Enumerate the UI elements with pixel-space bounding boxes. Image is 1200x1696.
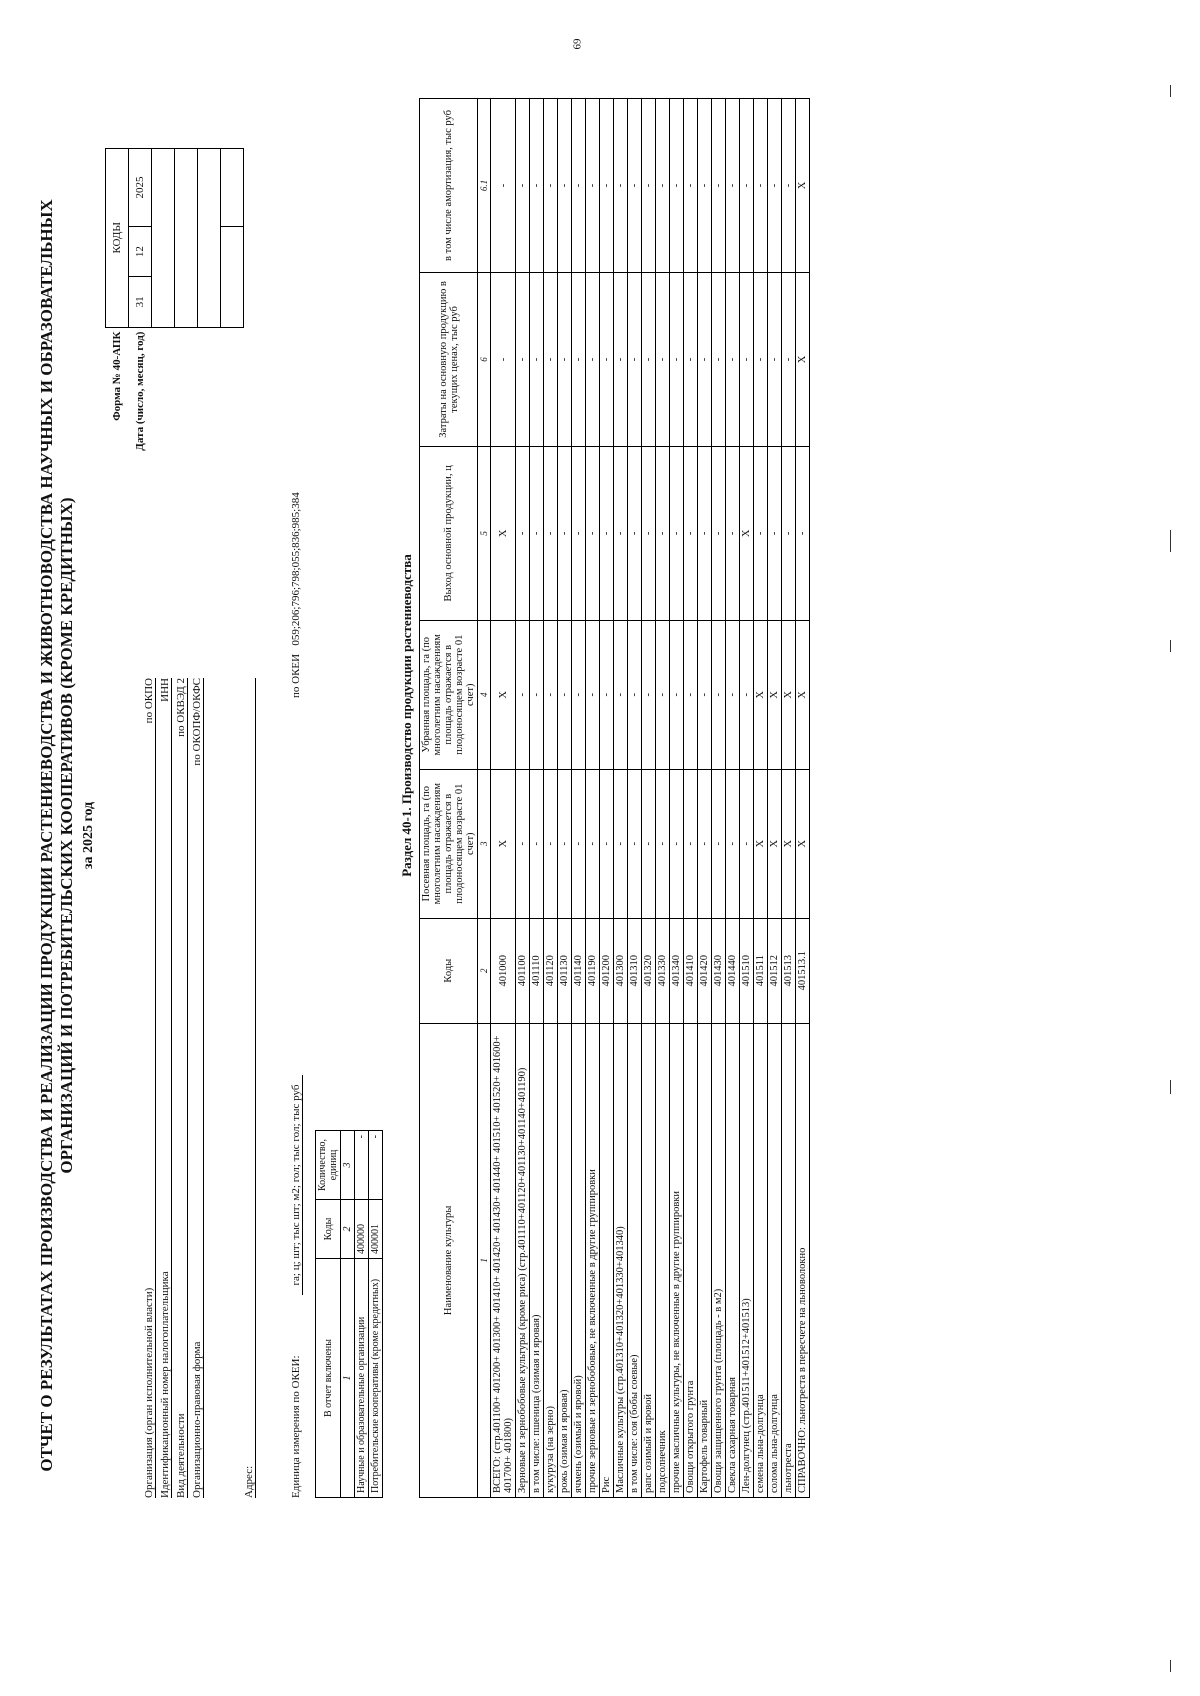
value-cell: X xyxy=(740,446,754,620)
value-cell: - xyxy=(670,99,684,273)
crop-name-cell: Лен-долгунец (стр.401511+401512+401513) xyxy=(740,1023,754,1497)
inn-field-label: Идентификационный номер налогоплательщика xyxy=(159,1271,171,1498)
crop-name-cell: Овощи защищенного грунта (площадь - в м2) xyxy=(712,1023,726,1497)
code-cell: 401340 xyxy=(670,918,684,1023)
org-name-row xyxy=(140,678,156,1498)
value-cell: - xyxy=(698,769,712,918)
value-cell: - xyxy=(544,769,558,918)
crop-name-cell: Масличные культуры (стр.401310+401320+401330+401340) xyxy=(614,1023,628,1497)
value-cell: - xyxy=(516,446,530,620)
value-cell: - xyxy=(516,272,530,446)
legal-form-row xyxy=(188,678,204,1498)
table-row xyxy=(670,99,684,1498)
value-cell: - xyxy=(572,620,586,769)
code-cell: 401310 xyxy=(628,918,642,1023)
included-header: Коды xyxy=(316,1200,341,1259)
included-cell: 400001 xyxy=(369,1200,383,1259)
table-body xyxy=(491,99,810,1498)
value-cell: - xyxy=(712,446,726,620)
value-cell: - xyxy=(684,769,698,918)
crop-name-cell: рожь (озимая и яровая) xyxy=(558,1023,572,1497)
code-cell: 401410 xyxy=(684,918,698,1023)
value-cell: - xyxy=(600,620,614,769)
table-row xyxy=(614,99,628,1498)
okved-code xyxy=(198,149,221,328)
value-cell: - xyxy=(698,99,712,273)
code-cell: 401511 xyxy=(754,918,768,1023)
value-cell: - xyxy=(544,99,558,273)
value-cell: - xyxy=(684,620,698,769)
code-cell: 401140 xyxy=(572,918,586,1023)
code-cell: 401513 xyxy=(782,918,796,1023)
code-cell: 401100 xyxy=(516,918,530,1023)
form-number: Форма № 40-АПК xyxy=(111,331,123,421)
value-cell: - xyxy=(544,272,558,446)
inn-code xyxy=(175,149,198,328)
units-label: Единица измерения по ОКЕИ: xyxy=(290,1355,302,1498)
value-cell: - xyxy=(642,99,656,273)
crop-name-cell: прочие масличные культуры, не включенные в другие группировки xyxy=(670,1023,684,1497)
code-cell: 401130 xyxy=(558,918,572,1023)
activity-row xyxy=(172,678,188,1498)
table-row xyxy=(796,99,810,1498)
code-cell: 401512 xyxy=(768,918,782,1023)
value-cell: - xyxy=(614,99,628,273)
value-cell: - xyxy=(768,272,782,446)
value-cell: - xyxy=(586,769,600,918)
value-cell: - xyxy=(754,99,768,273)
value-cell: - xyxy=(628,446,642,620)
crop-name-cell: семена льна-долгунца xyxy=(754,1023,768,1497)
code-cell: 401420 xyxy=(698,918,712,1023)
header-area xyxy=(105,73,395,1598)
value-cell: - xyxy=(600,272,614,446)
table-row xyxy=(600,99,614,1498)
value-cell: - xyxy=(670,446,684,620)
okpo-code xyxy=(152,149,175,328)
column-header: Коды xyxy=(420,918,478,1023)
date-year: 2025 xyxy=(129,149,152,227)
value-cell: - xyxy=(642,446,656,620)
value-cell: - xyxy=(558,446,572,620)
value-cell: - xyxy=(516,99,530,273)
value-cell: - xyxy=(628,99,642,273)
value-cell: - xyxy=(614,272,628,446)
value-cell: - xyxy=(586,272,600,446)
column-number: 6 xyxy=(478,272,491,446)
okei-label: по ОКЕИ xyxy=(290,653,302,698)
code-cell: 401200 xyxy=(600,918,614,1023)
crop-name-cell: в том числе: пшеница (озимая и яровая) xyxy=(530,1023,544,1497)
table-row xyxy=(355,1131,369,1498)
value-cell: - xyxy=(698,620,712,769)
value-cell: X xyxy=(796,272,810,446)
value-cell: - xyxy=(656,446,670,620)
value-cell: - xyxy=(516,769,530,918)
column-number: 3 xyxy=(478,769,491,918)
value-cell: - xyxy=(628,620,642,769)
okpo-label: по ОКПО xyxy=(143,678,155,724)
value-cell: - xyxy=(530,446,544,620)
scan-mark xyxy=(1170,1660,1171,1672)
section-title: Раздел 40-1. Производство продукции растениеводства xyxy=(399,554,414,877)
value-cell: - xyxy=(614,620,628,769)
crop-name-cell: Свекла сахарная товарная xyxy=(726,1023,740,1497)
table-row xyxy=(628,99,642,1498)
included-cell: - xyxy=(355,1131,369,1200)
value-cell: - xyxy=(726,620,740,769)
included-num: 2 xyxy=(341,1200,355,1259)
okved-label: по ОКВЭД 2 xyxy=(175,678,187,737)
value-cell: X xyxy=(796,769,810,918)
crop-name-cell: ВСЕГО: (стр.401100+ 401200+ 401300+ 401410+ 401420+ 401430+ 401440+ 401510+ 401520+ 401600+ 401700+ 401800) xyxy=(491,1023,516,1497)
value-cell: - xyxy=(628,769,642,918)
value-cell: - xyxy=(586,446,600,620)
table-row xyxy=(782,99,796,1498)
table-row xyxy=(558,99,572,1498)
units-value: га; ц; шт; тыс шт; м2; гол; тыс гол; тыс руб xyxy=(290,1075,303,1296)
crop-name-cell: льнотреста xyxy=(782,1023,796,1497)
code-cell: 401110 xyxy=(530,918,544,1023)
units-row xyxy=(290,1075,303,1498)
included-num: 1 xyxy=(341,1259,355,1498)
okopf-label-2: ОКОПФ/ОКФС xyxy=(191,678,203,752)
value-cell: X xyxy=(754,620,768,769)
column-header: Наименование культуры xyxy=(420,1023,478,1497)
date-month: 12 xyxy=(129,226,152,276)
scan-mark xyxy=(1170,85,1171,97)
scan-mark xyxy=(1170,640,1171,652)
table-row xyxy=(642,99,656,1498)
value-cell: - xyxy=(782,99,796,273)
address-label: Адрес: xyxy=(243,1465,255,1498)
included-cell: Потребительские кооперативы (кроме кредитных) xyxy=(369,1259,383,1498)
value-cell: - xyxy=(698,272,712,446)
table-row xyxy=(768,99,782,1498)
value-cell: - xyxy=(600,99,614,273)
rotated-document xyxy=(37,73,1162,1598)
value-cell: - xyxy=(670,272,684,446)
code-cell: 401330 xyxy=(656,918,670,1023)
date-day: 31 xyxy=(129,277,152,327)
value-cell: X xyxy=(491,620,516,769)
crop-name-cell: Рис xyxy=(600,1023,614,1497)
crop-name-cell: Картофель товарный xyxy=(698,1023,712,1497)
value-cell: - xyxy=(726,446,740,620)
column-number: 4 xyxy=(478,620,491,769)
value-cell: - xyxy=(530,620,544,769)
value-cell: - xyxy=(740,769,754,918)
value-cell: X xyxy=(754,769,768,918)
value-cell: - xyxy=(572,446,586,620)
okopf-code xyxy=(221,226,244,327)
code-cell: 401320 xyxy=(642,918,656,1023)
column-number: 5 xyxy=(478,446,491,620)
value-cell: - xyxy=(544,446,558,620)
included-cell: - xyxy=(369,1131,383,1200)
crop-name-cell: кукуруза (на зерно) xyxy=(544,1023,558,1497)
value-cell: - xyxy=(558,99,572,273)
column-header: в том числе амортизация, тыс руб xyxy=(420,99,478,273)
date-label: Дата (число, месяц, год) xyxy=(134,331,146,451)
value-cell: - xyxy=(726,272,740,446)
column-header: Убранная площадь, га (по многолетним насаждениям площадь отражается в плодоносящем возрасте 01 счет) xyxy=(420,620,478,769)
value-cell: - xyxy=(726,99,740,273)
value-cell: - xyxy=(558,272,572,446)
value-cell: X xyxy=(491,446,516,620)
scan-mark xyxy=(1170,1080,1171,1094)
scan-mark xyxy=(1170,530,1171,552)
value-cell: - xyxy=(754,446,768,620)
table-row xyxy=(516,99,530,1498)
okei-row xyxy=(290,492,302,698)
inn-row xyxy=(156,678,172,1498)
codes-header: КОДЫ xyxy=(106,149,129,328)
value-cell: - xyxy=(712,99,726,273)
value-cell: - xyxy=(642,769,656,918)
crop-name-cell: в том числе: соя (бобы соевые) xyxy=(628,1023,642,1497)
value-cell: - xyxy=(642,620,656,769)
value-cell: - xyxy=(712,769,726,918)
crop-name-cell: Овощи открытого грунта xyxy=(684,1023,698,1497)
activity-label: Вид деятельности xyxy=(175,1413,187,1498)
code-cell: 401120 xyxy=(544,918,558,1023)
value-cell: - xyxy=(670,620,684,769)
crop-name-cell: прочие зерновые и зернобобовые, не включенные в другие группировки xyxy=(586,1023,600,1497)
value-cell: X xyxy=(782,769,796,918)
codes-table xyxy=(105,148,244,648)
included-cell: 400000 xyxy=(355,1200,369,1259)
value-cell: - xyxy=(642,272,656,446)
okfs-code xyxy=(221,149,244,227)
table-row xyxy=(586,99,600,1498)
production-table xyxy=(419,98,810,1498)
value-cell: - xyxy=(740,272,754,446)
table-row xyxy=(712,99,726,1498)
value-cell: - xyxy=(684,99,698,273)
value-cell: - xyxy=(726,769,740,918)
value-cell: - xyxy=(698,446,712,620)
crop-name-cell: солома льна-долгунца xyxy=(768,1023,782,1497)
value-cell: - xyxy=(558,769,572,918)
code-cell: 401513.1 xyxy=(796,918,810,1023)
column-header: Затраты на основную продукцию в текущих ценах, тыс руб xyxy=(420,272,478,446)
table-row xyxy=(544,99,558,1498)
okei-codes: 059;206;796;798;055;836;985;384 xyxy=(290,492,302,646)
included-num: 3 xyxy=(341,1131,355,1200)
value-cell: - xyxy=(740,620,754,769)
report-period: за 2025 год xyxy=(81,801,96,870)
inn-label: ИНН xyxy=(159,678,171,702)
address-row xyxy=(240,678,256,1498)
value-cell: - xyxy=(628,272,642,446)
code-cell: 401430 xyxy=(712,918,726,1023)
value-cell: - xyxy=(614,769,628,918)
value-cell: - xyxy=(768,99,782,273)
value-cell: - xyxy=(600,769,614,918)
value-cell: - xyxy=(656,272,670,446)
value-cell: - xyxy=(768,446,782,620)
column-header: Выход основной продукции, ц xyxy=(420,446,478,620)
value-cell: - xyxy=(572,99,586,273)
table-row xyxy=(684,99,698,1498)
table-row xyxy=(656,99,670,1498)
table-row xyxy=(572,99,586,1498)
crop-name-cell: ячмень (озимый и яровой) xyxy=(572,1023,586,1497)
code-cell: 401300 xyxy=(614,918,628,1023)
value-cell: X xyxy=(768,769,782,918)
table-row xyxy=(698,99,712,1498)
value-cell: - xyxy=(516,620,530,769)
value-cell: - xyxy=(572,272,586,446)
value-cell: - xyxy=(491,272,516,446)
value-cell: X xyxy=(768,620,782,769)
value-cell: - xyxy=(544,620,558,769)
code-cell: 401190 xyxy=(586,918,600,1023)
value-cell: - xyxy=(656,99,670,273)
crop-name-cell: подсолнечник xyxy=(656,1023,670,1497)
value-cell: - xyxy=(586,99,600,273)
column-header: Посевная площадь, га (по многолетним насаждениям площадь отражается в плодоносящем возрасте 01 счет) xyxy=(420,769,478,918)
table-row xyxy=(369,1131,383,1498)
value-cell: - xyxy=(656,769,670,918)
value-cell: - xyxy=(656,620,670,769)
included-header: Количество, единиц xyxy=(316,1131,341,1200)
value-cell: X xyxy=(782,620,796,769)
value-cell: - xyxy=(614,446,628,620)
value-cell: - xyxy=(782,446,796,620)
value-cell: - xyxy=(740,99,754,273)
value-cell: - xyxy=(530,272,544,446)
value-cell: X xyxy=(491,769,516,918)
value-cell: - xyxy=(712,272,726,446)
table-row xyxy=(726,99,740,1498)
value-cell: - xyxy=(782,272,796,446)
okopf-label-1: по xyxy=(191,754,203,766)
org-name-label: Организация (орган исполнительной власти) xyxy=(143,1287,155,1498)
crop-name-cell: СПРАВОЧНО: льнотреста в пересчете на льноволокно xyxy=(796,1023,810,1497)
column-number: 1 xyxy=(478,1023,491,1497)
value-cell: - xyxy=(712,620,726,769)
value-cell: - xyxy=(684,272,698,446)
table-row xyxy=(754,99,768,1498)
column-number: 2 xyxy=(478,918,491,1023)
value-cell: - xyxy=(586,620,600,769)
value-cell: X xyxy=(796,620,810,769)
value-cell: - xyxy=(558,620,572,769)
value-cell: - xyxy=(670,769,684,918)
value-cell: - xyxy=(491,99,516,273)
included-cell: Научные и образовательные организации xyxy=(355,1259,369,1498)
included-header: В отчет включены xyxy=(316,1259,341,1498)
okopf-label xyxy=(191,678,203,766)
included-table xyxy=(315,1130,383,1498)
organization-fields xyxy=(140,678,256,1498)
value-cell: - xyxy=(796,446,810,620)
crop-name-cell: Зерновые и зернобобовые культуры (кроме риса) (стр.401110+401120+401130+401140+401190) xyxy=(516,1023,530,1497)
legal-form-label: Организационно-правовая форма xyxy=(191,1341,203,1498)
code-cell: 401440 xyxy=(726,918,740,1023)
table-row xyxy=(530,99,544,1498)
value-cell: - xyxy=(600,446,614,620)
crop-name-cell: рапс озимый и яровой xyxy=(642,1023,656,1497)
value-cell: - xyxy=(684,446,698,620)
table-row xyxy=(491,99,516,1498)
value-cell: - xyxy=(530,769,544,918)
value-cell: X xyxy=(796,99,810,273)
value-cell: - xyxy=(530,99,544,273)
value-cell: - xyxy=(754,272,768,446)
table-row xyxy=(740,99,754,1498)
code-cell: 401000 xyxy=(491,918,516,1023)
report-title: ОТЧЕТ О РЕЗУЛЬТАТАХ ПРОИЗВОДСТВА И РЕАЛИЗАЦИИ ПРОДУКЦИИ РАСТЕНИЕВОДСТВА И ЖИВОТНОВОДСТВА НАУЧНЫХ И ОБРАЗОВАТЕЛЬНЫХ ОРГАНИЗАЦИЙ И ПОТРЕБИТЕЛЬСКИХ КООПЕРАТИВОВ (КРОМЕ КРЕДИТНЫХ) xyxy=(37,199,76,1472)
code-cell: 401510 xyxy=(740,918,754,1023)
column-number: 6.1 xyxy=(478,99,491,273)
page-number: 69 xyxy=(571,38,584,50)
value-cell: - xyxy=(572,769,586,918)
